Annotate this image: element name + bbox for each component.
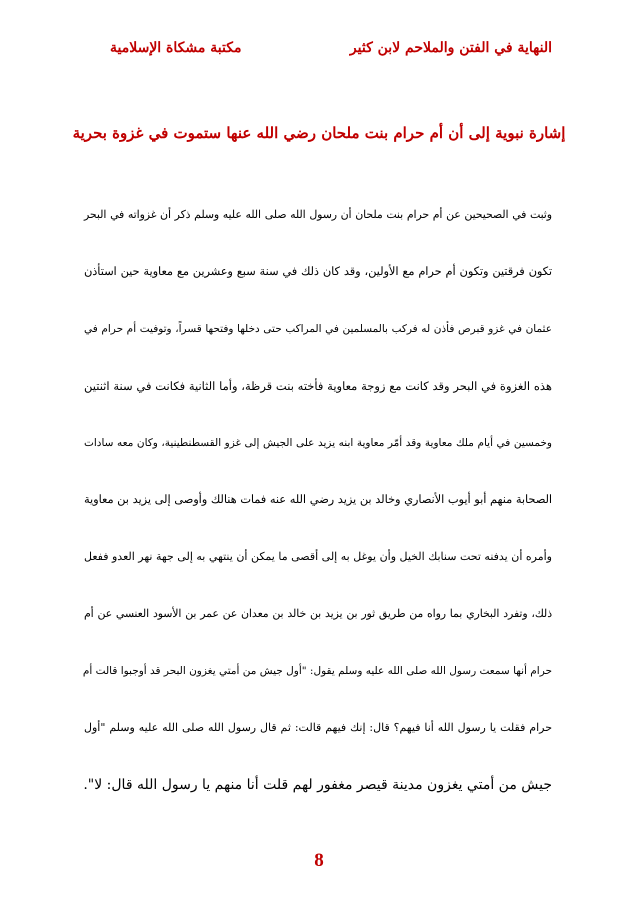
body-line: الصحابة منهم أبو أيوب الأنصاري وخالد بن يزيد رضي الله عنه فمات هنالك وأوصى إلى يزيد بن معاوية xyxy=(84,493,552,506)
body-line: وخمسين في أيام ملك معاوية وقد أمّر معاوية ابنه يزيد على الجيش إلى غزو القسطنطينية، وكان معه سادات xyxy=(84,437,552,449)
page-header xyxy=(110,36,552,60)
body-line: ذلك، وتفرد البخاري بما رواه من طريق ثور بن يزيد بن خالد بن معدان عن عمر بن الأسود العنسي عن أم xyxy=(84,607,552,620)
body-line: حرام فقلت يا رسول الله أنا فيهم؟ قال: إنك فيهم قالت: ثم قال رسول الله صلى الله عليه وسلم "أول xyxy=(84,721,552,734)
body-line: وثبت في الصحيحين عن أم حرام بنت ملحان أن رسول الله صلى الله عليه وسلم ذكر أن غزواته في البحر xyxy=(84,208,552,221)
body-line: جيش من أمتي يغزون مدينة قيصر مغفور لهم قلت أنا منهم يا رسول الله قال: لا". xyxy=(83,777,552,793)
library-name: مكتبة مشكاة الإسلامية xyxy=(110,40,242,56)
page-number: 8 xyxy=(314,850,324,871)
body-line: هذه الغزوة في البحر وقد كانت مع زوجة معاوية فأخته بنت قرظة، وأما الثانية فكانت في سنة اثنتين xyxy=(84,379,552,393)
section-title: إشارة نبوية إلى أن أم حرام بنت ملحان رضي الله عنها ستموت في غزوة بحرية xyxy=(72,124,566,142)
book-title: النهاية في الفتن والملاحم لابن كثير xyxy=(349,40,552,56)
body-line: وأمره أن يدفنه تحت سنابك الخيل وأن يوغل به إلى أقصى ما يمكن أن ينتهي به إلى جهة نهر العدو ففعل xyxy=(84,550,552,563)
body-line: حرام أنها سمعت رسول الله صلى الله عليه وسلم يقول: "أول جيش من أمتي يغزون البحر قد أوجبوا قالت أم xyxy=(82,665,552,677)
body-line: عثمان في غزو قبرص فأذن له فركب بالمسلمين في المراكب حتى دخلها وفتحها قسراً، وتوفيت أم حرام في xyxy=(84,323,552,335)
body-line: تكون فرقتين وتكون أم حرام مع الأولين، وقد كان ذلك في سنة سبع وعشرين مع معاوية حين استأذن xyxy=(84,265,553,278)
